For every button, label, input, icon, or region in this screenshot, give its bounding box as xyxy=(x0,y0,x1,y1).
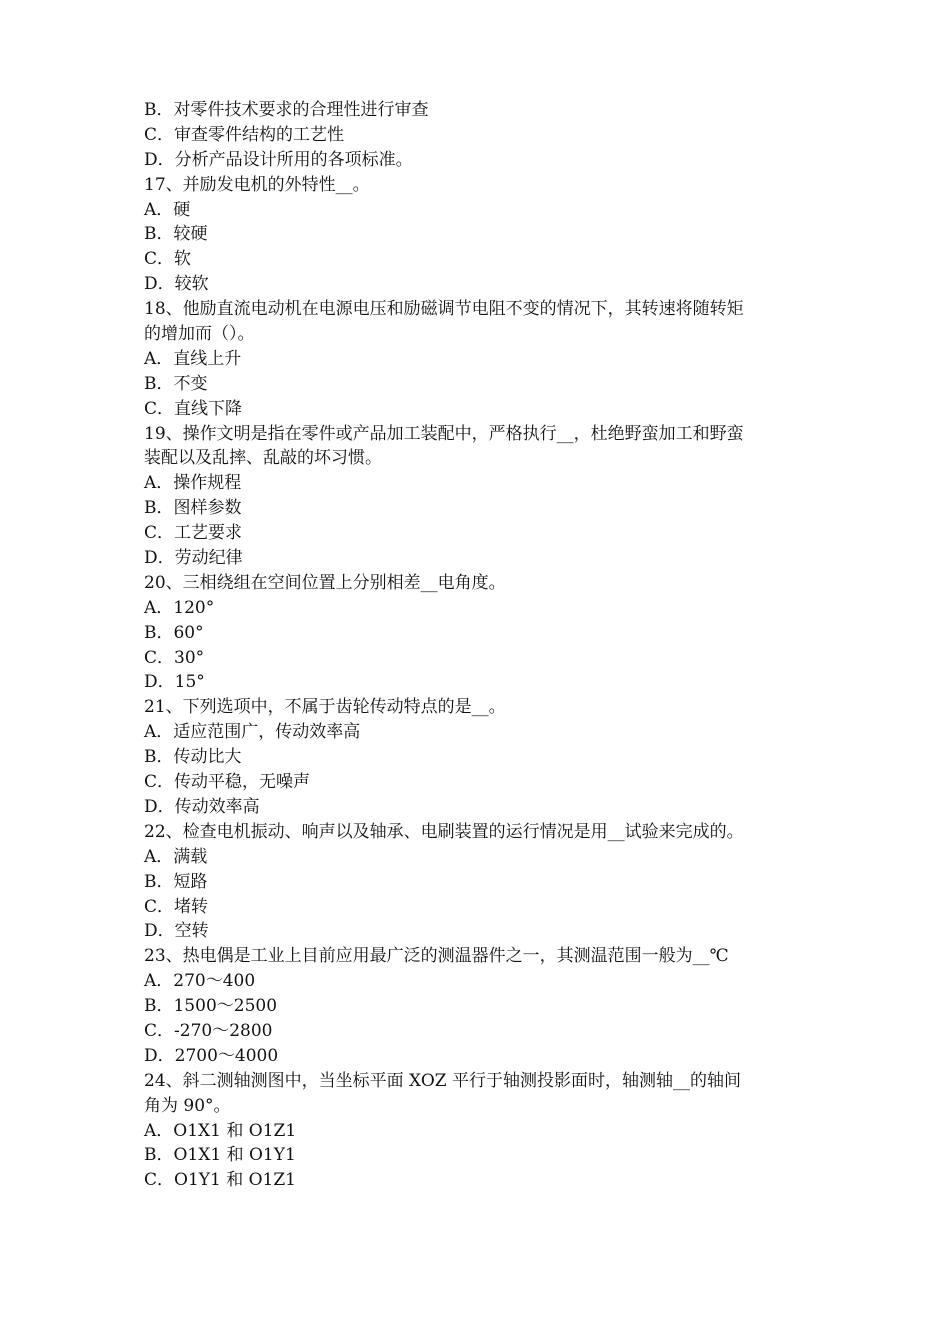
option-23d: D．2700～4000 xyxy=(144,1045,279,1066)
option-22c: C．堵转 xyxy=(144,896,209,917)
question-20: 20、三相绕组在空间位置上分别相差__电角度。 xyxy=(144,572,506,593)
option-24a: A．O1X1 和 O1Z1 xyxy=(144,1120,297,1141)
option-22d: D．空转 xyxy=(144,921,209,942)
question-23: 23、热电偶是工业上目前应用最广泛的测温器件之一，其测温范围一般为__℃ xyxy=(144,946,729,967)
option-23b: B．1500～2500 xyxy=(144,996,278,1017)
question-19: 19、操作文明是指在零件或产品加工装配中，严格执行__，杜绝野蛮加工和野蛮 xyxy=(144,423,744,444)
option-18c: C．直线下降 xyxy=(144,398,243,419)
option-22a: A．满载 xyxy=(144,846,208,867)
option-23a: A．270～400 xyxy=(144,971,256,992)
option-20a: A．120° xyxy=(144,597,215,618)
option-19c: C．工艺要求 xyxy=(144,523,243,544)
question-22: 22、检查电机振动、响声以及轴承、电刷装置的运行情况是用__试验来完成的。 xyxy=(144,821,744,842)
question-24-cont: 角为 90°。 xyxy=(144,1095,231,1116)
option-20b: B．60° xyxy=(144,622,204,643)
option-18a: A．直线上升 xyxy=(144,348,242,369)
question-18-cont: 的增加而（）。 xyxy=(144,324,255,345)
question-19-cont: 装配以及乱摔、乱敲的坏习惯。 xyxy=(144,448,382,469)
question-17: 17、并励发电机的外特性__。 xyxy=(144,174,370,195)
option-23c: C．-270～2800 xyxy=(144,1020,273,1041)
option-21b: B．传动比大 xyxy=(144,747,242,768)
option-17d: D．较软 xyxy=(144,274,209,295)
option-21c: C．传动平稳，无噪声 xyxy=(144,772,311,793)
option-21d: D．传动效率高 xyxy=(144,796,260,817)
option-22b: B．短路 xyxy=(144,871,208,892)
option-24c: C．O1Y1 和 O1Z1 xyxy=(144,1170,296,1191)
option-18b: B．不变 xyxy=(144,373,208,394)
question-18: 18、他励直流电动机在电源电压和励磁调节电阻不变的情况下，其转速将随转矩 xyxy=(144,299,744,320)
question-list xyxy=(144,98,824,1193)
option-16d: D．分析产品设计所用的各项标准。 xyxy=(144,149,413,170)
option-17c: C．软 xyxy=(144,249,192,270)
option-19b: B．图样参数 xyxy=(144,498,242,519)
option-20d: D．15° xyxy=(144,672,205,693)
option-19a: A．操作规程 xyxy=(144,473,242,494)
question-24: 24、斜二测轴测图中，当坐标平面 XOZ 平行于轴测投影面时，轴测轴__的轴间 xyxy=(144,1070,741,1091)
option-24b: B．O1X1 和 O1Y1 xyxy=(144,1145,296,1166)
option-17a: A．硬 xyxy=(144,199,191,220)
question-21: 21、下列选项中，不属于齿轮传动特点的是__。 xyxy=(144,697,506,718)
option-17b: B．较硬 xyxy=(144,224,208,245)
option-16c: C．审查零件结构的工艺性 xyxy=(144,124,345,145)
option-16b: B．对零件技术要求的合理性进行审查 xyxy=(144,100,429,120)
option-19d: D．劳动纪律 xyxy=(144,548,243,569)
option-21a: A．适应范围广，传动效率高 xyxy=(144,722,361,743)
option-20c: C．30° xyxy=(144,647,205,668)
